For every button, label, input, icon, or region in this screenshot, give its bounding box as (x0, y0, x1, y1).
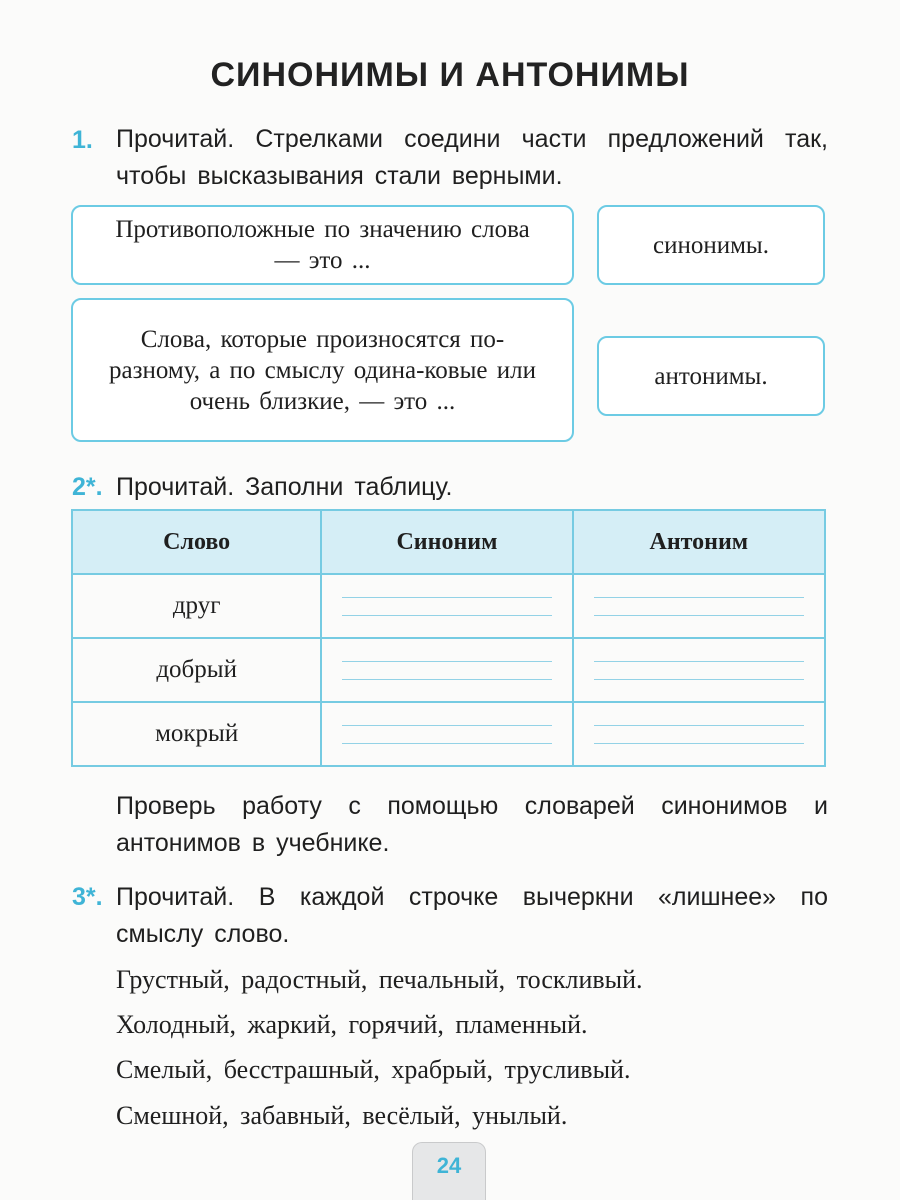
page-title: СИНОНИМЫ И АНТОНИМЫ (210, 56, 690, 94)
left-part-2[interactable] (71, 298, 574, 442)
right-part-synonyms[interactable] (597, 205, 825, 285)
right-part-antonyms[interactable] (597, 336, 825, 416)
table-row (72, 702, 825, 766)
antonym-answer-cell[interactable] (573, 638, 825, 702)
right-part-1-text: синонимы. (653, 231, 769, 259)
word-line-3[interactable]: Смелый, бесстрашный, храбрый, трусливый. (116, 1055, 631, 1084)
task-2-number: 2*. (72, 473, 103, 501)
task-3-text: Прочитай. В каждой строчке вычеркни «лишнее» по смыслу слово. (116, 883, 828, 948)
task-2-note: Проверь работу с помощью словарей синонимов и антонимов в учебнике. (116, 792, 828, 857)
synonym-answer-cell[interactable] (321, 574, 572, 638)
row-word: мокрый (72, 702, 321, 766)
words-table (71, 509, 826, 767)
word-line-2[interactable]: Холодный, жаркий, горячий, пламенный. (116, 1010, 588, 1039)
task-3-number: 3*. (72, 883, 103, 911)
antonym-answer-cell[interactable] (573, 574, 825, 638)
row-word: друг (72, 574, 321, 638)
antonym-answer-cell[interactable] (573, 702, 825, 766)
synonym-answer-cell[interactable] (321, 702, 572, 766)
header-word: Слово (72, 510, 321, 574)
header-antonym: Антоним (573, 510, 825, 574)
task-1-number: 1. (72, 126, 93, 154)
left-part-1-text: Противоположные по значению слова — это ... (115, 216, 530, 274)
page-number: 24 (412, 1142, 486, 1200)
table-row (72, 638, 825, 702)
right-part-2-text: антонимы. (654, 362, 768, 390)
table-row (72, 574, 825, 638)
word-line-1[interactable]: Грустный, радостный, печальный, тоскливый. (116, 965, 643, 994)
task-2-text: Прочитай. Заполни таблицу. (116, 473, 453, 501)
word-line-4[interactable]: Смешной, забавный, весёлый, унылый. (116, 1101, 568, 1130)
table-header-row (72, 510, 825, 574)
task-1-text: Прочитай. Стрелками соедини части предложений так, чтобы высказывания стали верными. (116, 125, 828, 190)
left-part-2-text: Слова, которые произносятся по-разному, а по смыслу одина-ковые или очень близкие, — это ... (109, 325, 536, 415)
row-word: добрый (72, 638, 321, 702)
left-part-1[interactable] (71, 205, 574, 285)
header-synonym: Синоним (321, 510, 572, 574)
synonym-answer-cell[interactable] (321, 638, 572, 702)
